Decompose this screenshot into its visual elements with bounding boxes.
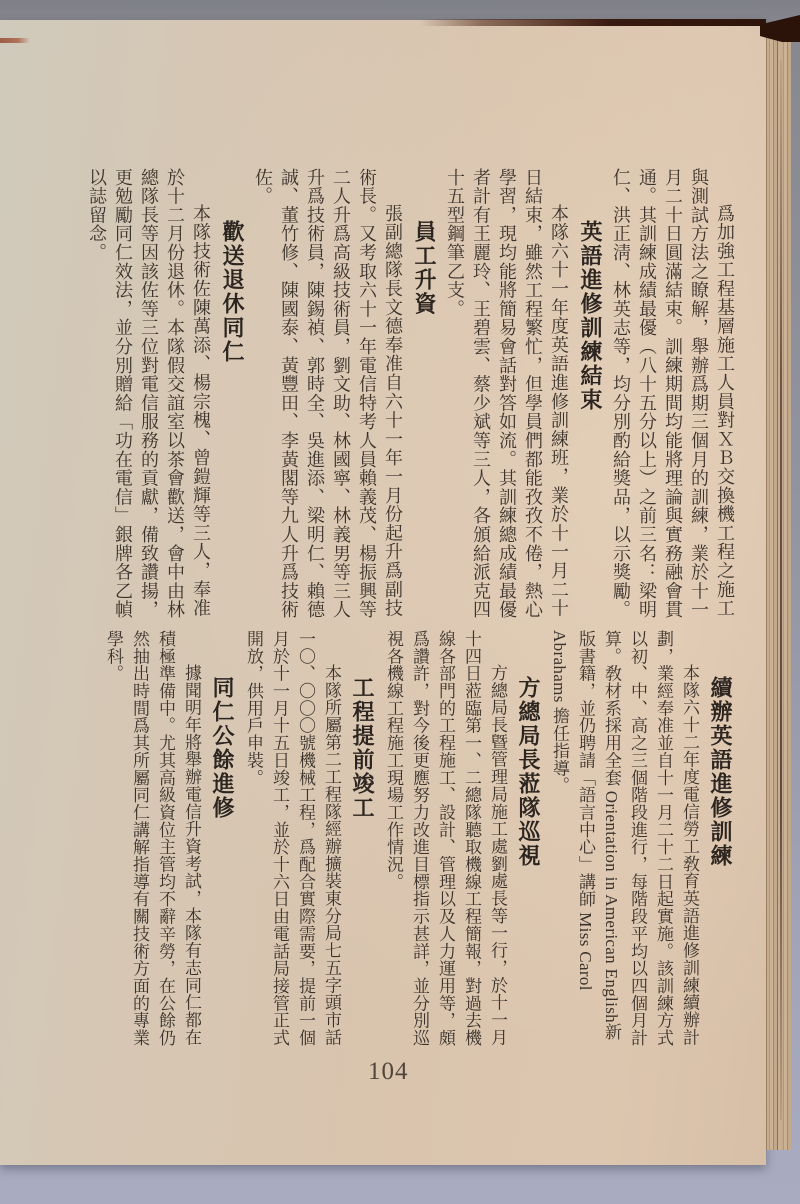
article-paragraph: 張副總隊長文德奉准自六十一年一月份起升爲副技術長。又考取六十一年電信特考人員賴義茂、楊振興等二人升爲高級技術員，劉文助、林國寧、林義男等三人升爲技術員，陳錫禎、郭時全、吳進添、梁明仁、賴德誠、董竹修、陳國泰、黃豐田、李黃閣等九人升爲技術佐。	[253, 168, 403, 620]
article-paragraph: 本隊技術佐陳萬添、楊宗槐、曾鎧輝等三人，奉准於十二月份退休。本隊假交誼室以茶會歡送，會中由林總隊長等因該佐等三位對電信服務的貢獻，備致讚揚，更勉勵同仁效法，並分別贈給「功在電信」銀牌各乙幀以誌留念。	[87, 168, 211, 620]
article-paragraph: 本隊六十一年度英語進修訓練班，業於十一月二十日結束，雖然工程繁忙，但學員們都能孜孜不倦，熱心學習，現均能將簡易會話對答如流。其訓練總成績最優者計有王麗玲、王碧雲、蔡少斌等三人，各頒給派克四十五型鋼筆乙支。	[445, 168, 569, 620]
article-paragraph: 爲加強工程基層施工人員對ＸＢ交換機工程之施工與測試方法之瞭解，舉辦爲期三個月的訓練，業於十一月二十日圓滿結束。訓練期間均能將理論與實務融會貫通。其訓練成績最優（八十五分以上）之前三名：梁明仁、洪正淸、林英志等，均分別酌給獎品，以示獎勵。	[611, 168, 735, 620]
section-heading: 續辦英語進修訓練	[708, 676, 733, 868]
article-paragraph: 方總局長曁管理局施工處劉處長等一行，於十一月十四日蒞臨第一、二總隊聽取機線工程簡報，對過去機線各部門的工程施工、設計、管理以及人力運用等，頗爲讚許，對今後更應努力改進目標指示甚詳，並分別巡視各機線工程施工現場工作情況。	[384, 630, 507, 1047]
section-heading: 英語進修訓練結束	[578, 220, 603, 412]
article-paragraph: 據聞明年將舉辦電信升資考試，本隊有志同仁都在積極準備中。尤其高級資位主管均不辭辛勞，在公餘仍然抽出時間爲其所屬同仁講解指導有關技術方面的專業學科。	[104, 630, 201, 1047]
article-paragraph: 本隊六十二年度電信勞工敎育英語進修訓練續辦計劃，業經奉准並自十一月二十二日起實施。該訓練方式以初、中、高之三個階段進行，每階段平均以四個月計算。敎材系採用全套 Orientation in American English新版書籍，並仍聘請「語言中心」講師 Miss Carol Abrahams 擔任指導。	[550, 630, 699, 1047]
bottom-articles-block	[100, 630, 738, 1048]
book-fore-edge-pages	[766, 38, 791, 1150]
book-cover-top-edge	[420, 19, 766, 26]
section-heading: 同仁公餘進修	[210, 676, 235, 820]
section-heading: 歡送退休同仁	[220, 220, 245, 364]
article-paragraph: 本隊所屬第二工程隊經辦擴裝東分局七五字頭市話一〇、〇〇〇號機械工程，爲配合實際需要，提前一個月於十一月十五日竣工，並於十六日由電話局接管正式開放，供用戶申裝。	[244, 630, 341, 1047]
section-heading: 工程提前竣工	[350, 676, 375, 820]
page-number: 104	[368, 1058, 409, 1085]
section-heading: 員工升資	[412, 220, 437, 316]
section-heading: 方總局長蒞隊巡視	[516, 676, 541, 868]
book-page	[0, 20, 766, 1165]
top-articles-block	[84, 168, 738, 620]
fore-edge-shadow-line	[780, 60, 782, 1120]
page-top-left-deckle-edge	[0, 38, 30, 43]
